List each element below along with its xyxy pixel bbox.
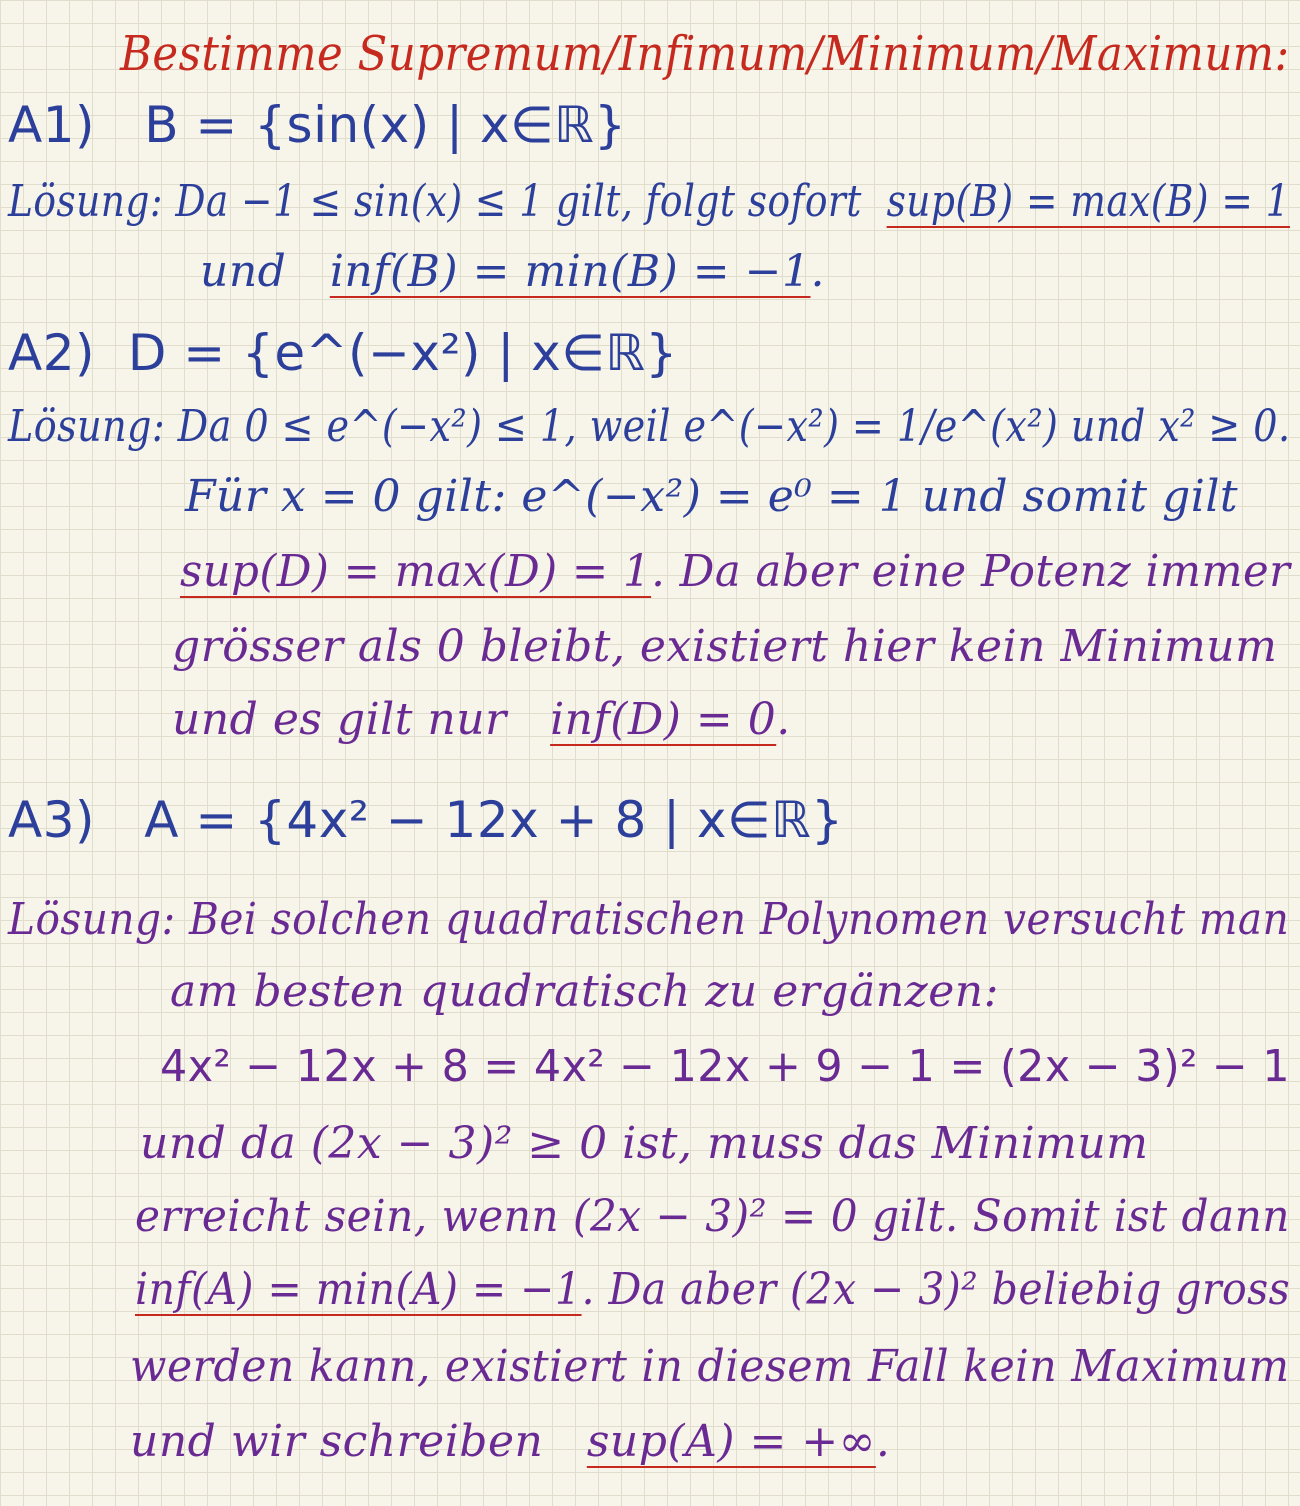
exercise-a1-label: A1) — [8, 96, 96, 154]
solution-a2-inf: inf(D) = 0 — [550, 694, 777, 745]
solution-a3-line-6 — [135, 1264, 1291, 1315]
solution-a3-line-3: 4x² − 12x + 8 = 4x² − 12x + 9 − 1 = (2x − 3)² − 1 — [160, 1041, 1291, 1092]
exercise-a1 — [8, 96, 627, 154]
solution-a1-inf-min: inf(B) = min(B) = −1 — [329, 246, 811, 297]
solution-a2-line-5-prefix: und es gilt nur — [172, 694, 507, 745]
solution-a3-line-1: Lösung: Bei solchen quadratischen Polynomen versucht man — [8, 894, 1290, 945]
solution-a1-intro: Lösung: Da −1 ≤ sin(x) ≤ 1 gilt, folgt sofort — [8, 176, 862, 227]
solution-a3-line-7: werden kann, existiert in diesem Fall kein Maximum — [130, 1341, 1290, 1392]
solution-a3-line-5: erreicht sein, wenn (2x − 3)² = 0 gilt. Somit ist dann — [135, 1191, 1290, 1242]
exercise-a3 — [8, 791, 844, 849]
solution-a2-line-3 — [180, 546, 1291, 597]
exercise-a2 — [8, 324, 678, 382]
solution-a1-and: und — [200, 246, 287, 297]
exercise-a2-set: D = {e^(−x²) | x∈ℝ} — [127, 324, 678, 382]
solution-a3-sup: sup(A) = +∞ — [586, 1416, 876, 1467]
solution-a1-period: . — [810, 246, 826, 297]
solution-a1-line-2 — [200, 246, 826, 297]
solution-a3-line-8-prefix: und wir schreiben — [130, 1416, 544, 1467]
solution-a3-period: . — [875, 1416, 891, 1467]
solution-a3-line-4: und da (2x − 3)² ≥ 0 ist, muss das Minimum — [140, 1118, 1149, 1169]
exercise-a2-label: A2) — [8, 324, 96, 382]
solution-a3-line-2: am besten quadratisch zu ergänzen: — [170, 966, 999, 1017]
exercise-a3-label: A3) — [8, 791, 96, 849]
solution-a3-line-8 — [130, 1416, 891, 1467]
exercise-a1-set: B = {sin(x) | x∈ℝ} — [144, 96, 627, 154]
solution-a2-line-1: Lösung: Da 0 ≤ e^(−x²) ≤ 1, weil e^(−x²) = 1/e^(x²) und x² ≥ 0. — [8, 401, 1291, 452]
solution-a2-line-4: grösser als 0 bleibt, existiert hier kein Minimum — [172, 621, 1278, 672]
solution-a2-period: . — [776, 694, 791, 745]
solution-a1-line-1 — [8, 176, 1290, 227]
solution-a1-sup-max: sup(B) = max(B) = 1 — [886, 176, 1290, 227]
exercise-a3-set: A = {4x² − 12x + 8 | x∈ℝ} — [144, 791, 844, 849]
solution-a2-sup-max: sup(D) = max(D) = 1 — [180, 546, 652, 597]
solution-a3-inf-min: inf(A) = min(A) = −1 — [135, 1264, 582, 1315]
solution-a2-line-2: Für x = 0 gilt: e^(−x²) = e⁰ = 1 und somit gilt — [185, 471, 1239, 522]
solution-a2-line-3-rest: . Da aber eine Potenz immer — [651, 546, 1291, 597]
solution-a3-line-6-rest: . Da aber (2x − 3)² beliebig gross — [581, 1264, 1291, 1315]
page-title: Bestimme Supremum/Infimum/Minimum/Maximum: — [120, 26, 1290, 82]
solution-a2-line-5 — [172, 694, 791, 745]
